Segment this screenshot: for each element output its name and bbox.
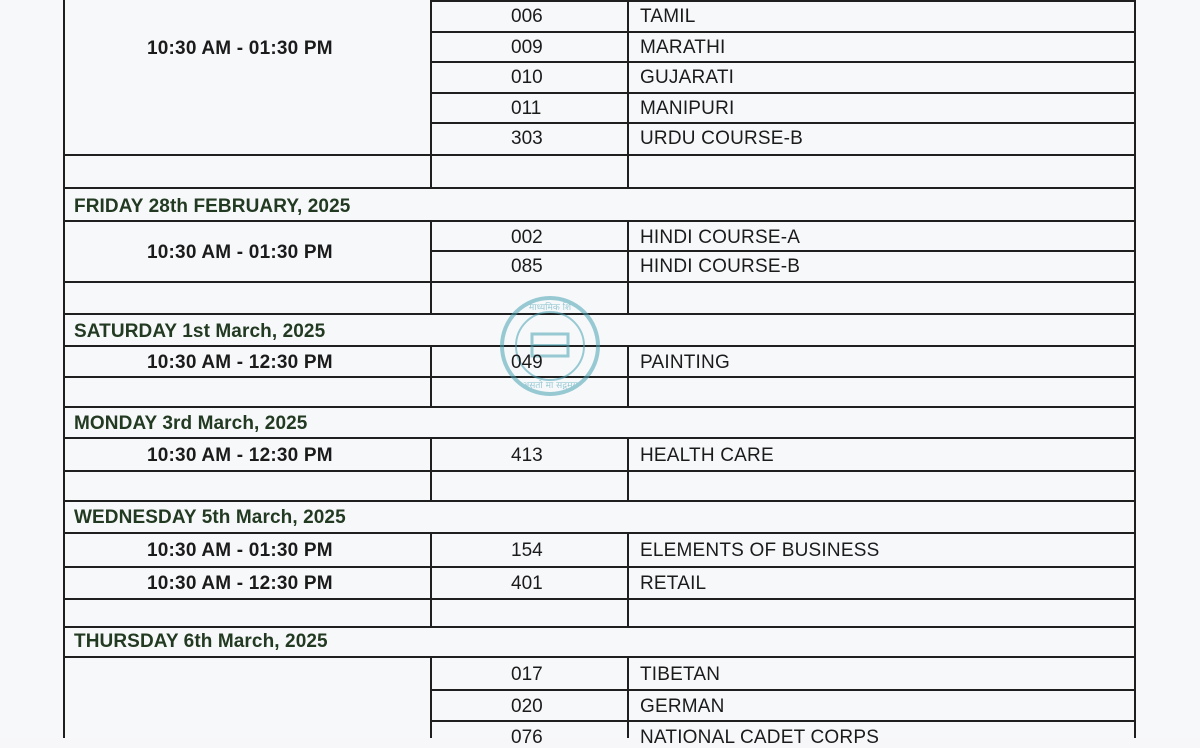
row-line	[63, 656, 1136, 658]
subject-name: ELEMENTS OF BUSINESS	[640, 540, 880, 561]
svg-text:माध्यमिक शि: माध्यमिक शि	[528, 303, 572, 313]
row-line	[430, 689, 1136, 691]
subject-code: 085	[511, 256, 543, 277]
row-line	[63, 500, 1136, 502]
subject-name: HINDI COURSE-B	[640, 256, 801, 277]
subject-name: HEALTH CARE	[640, 445, 774, 466]
subject-code: 049	[511, 352, 543, 373]
row-line	[63, 532, 1136, 534]
column-divider-code	[627, 221, 629, 314]
row-line	[430, 31, 1136, 33]
board-seal-watermark	[498, 294, 602, 398]
subject-code: 017	[511, 664, 543, 685]
subject-code: 413	[511, 445, 543, 466]
exam-time: 10:30 AM - 12:30 PM	[147, 573, 333, 594]
exam-time: 10:30 AM - 01:30 PM	[147, 540, 333, 561]
exam-date-heading: FRIDAY 28th FEBRUARY, 2025	[74, 196, 351, 217]
exam-time: 10:30 AM - 12:30 PM	[147, 352, 333, 373]
exam-time: 10:30 AM - 01:30 PM	[147, 242, 333, 263]
subject-code: 401	[511, 573, 543, 594]
svg-text:असतो मा सद्गमय: असतो मा सद्गमय	[522, 381, 578, 391]
subject-name: URDU COURSE-B	[640, 128, 804, 149]
row-line	[430, 61, 1136, 63]
column-divider-code	[627, 0, 629, 188]
row-line	[63, 598, 1136, 600]
subject-code: 009	[511, 37, 543, 58]
row-line	[430, 250, 1136, 252]
subject-code: 020	[511, 696, 543, 717]
column-divider-code	[627, 657, 629, 738]
exam-date-heading: SATURDAY 1st March, 2025	[74, 321, 326, 342]
exam-time: 10:30 AM - 12:30 PM	[147, 445, 333, 466]
subject-name: RETAIL	[640, 573, 707, 594]
subject-code: 011	[511, 98, 542, 119]
exam-date-heading: MONDAY 3rd March, 2025	[74, 413, 308, 434]
subject-name: GUJARATI	[640, 67, 735, 88]
subject-name: GERMAN	[640, 696, 725, 717]
subject-code: 002	[511, 227, 543, 248]
row-line	[63, 437, 1136, 439]
row-line	[63, 626, 1136, 628]
row-line	[63, 406, 1136, 408]
subject-name: NATIONAL CADET CORPS	[640, 727, 880, 748]
subject-name: MARATHI	[640, 37, 726, 58]
exam-date-heading: WEDNESDAY 5th March, 2025	[74, 507, 346, 528]
exam-time: 10:30 AM - 01:30 PM	[147, 38, 333, 59]
exam-date-heading: THURSDAY 6th March, 2025	[74, 631, 328, 652]
subject-name: MANIPURI	[640, 98, 735, 119]
subject-code: 076	[511, 727, 543, 748]
row-line	[430, 0, 1136, 2]
column-divider-time	[430, 221, 432, 314]
subject-name: HINDI COURSE-A	[640, 227, 801, 248]
subject-name: PAINTING	[640, 352, 730, 373]
column-divider-time	[430, 533, 432, 627]
row-line	[63, 566, 1136, 568]
row-line	[63, 281, 1136, 283]
row-line	[63, 220, 1136, 222]
column-divider-time	[430, 0, 432, 188]
row-line	[430, 720, 1136, 722]
subject-code: 303	[511, 128, 543, 149]
subject-name: TIBETAN	[640, 664, 721, 685]
row-line	[430, 92, 1136, 94]
row-line	[63, 154, 1136, 156]
column-divider-time	[430, 657, 432, 738]
subject-name: TAMIL	[640, 6, 696, 27]
row-line	[63, 470, 1136, 472]
subject-code: 006	[511, 6, 543, 27]
column-divider-code	[627, 533, 629, 627]
row-line	[63, 187, 1136, 189]
subject-code: 010	[511, 67, 543, 88]
subject-code: 154	[511, 540, 543, 561]
row-line	[430, 122, 1136, 124]
